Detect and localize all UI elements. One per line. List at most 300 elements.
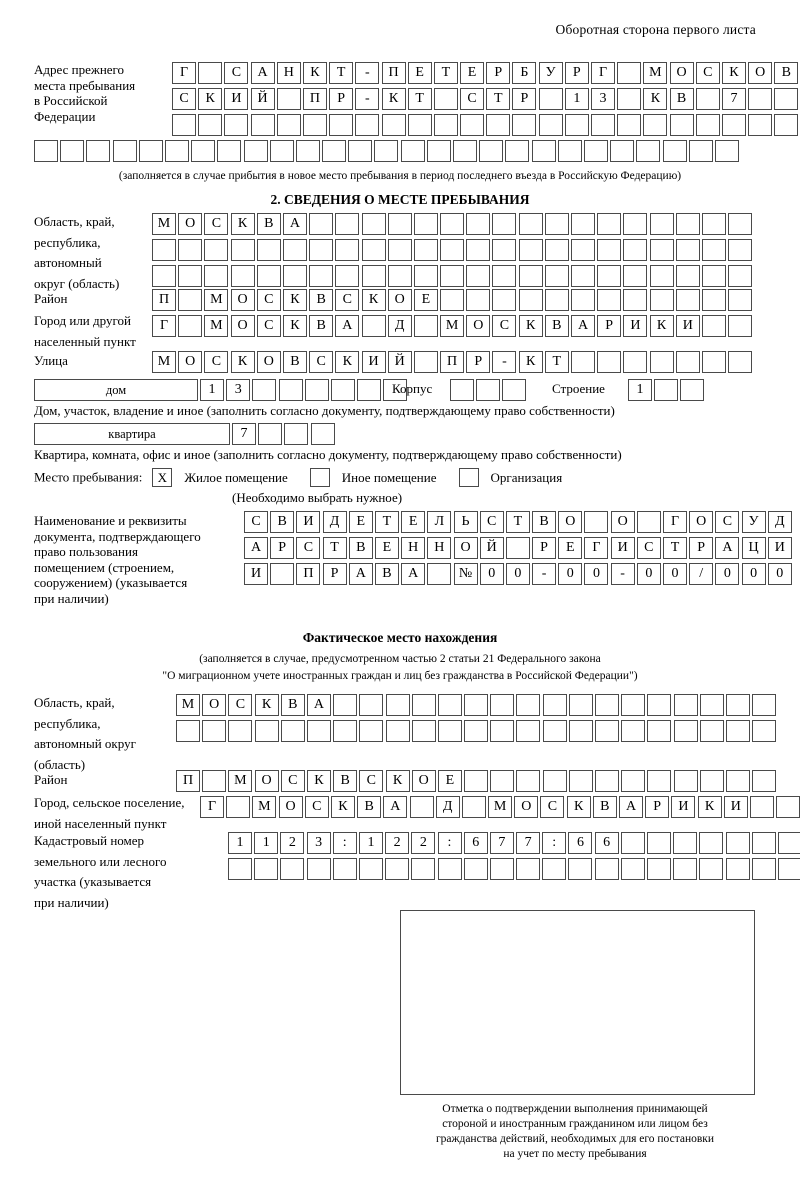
cadastral-r2-cell-18[interactable] [699, 858, 723, 880]
region-r3-cell-5[interactable] [283, 265, 307, 287]
actual-district-cell-16[interactable] [595, 770, 619, 792]
actual-district-cell-18[interactable] [647, 770, 671, 792]
region-r2-cell-12[interactable] [466, 239, 490, 261]
cadastral-r1-cell-14[interactable]: 6 [595, 832, 619, 854]
district-cell-5[interactable]: К [283, 289, 307, 311]
prev-address-r2-cell-2[interactable]: И [224, 88, 248, 110]
prev-address-r3-cell-21[interactable] [722, 114, 746, 136]
prev-address-row-4[interactable] [34, 140, 741, 162]
actual-city-cell-11[interactable]: М [488, 796, 512, 818]
actual-region-r1-cell-4[interactable]: В [281, 694, 305, 716]
city-cell-11[interactable]: М [440, 315, 464, 337]
prev-address-r1-cell-13[interactable]: Б [512, 62, 536, 84]
region-r2-cell-8[interactable] [362, 239, 386, 261]
region-r1-cell-19[interactable] [650, 213, 674, 235]
prev-address-r4-cell-24[interactable] [663, 140, 687, 162]
doc-r1-cell-11[interactable]: В [532, 511, 556, 533]
cadastral-r1-cell-3[interactable]: 3 [307, 832, 331, 854]
prev-address-r3-cell-16[interactable] [591, 114, 615, 136]
street-cell-6[interactable]: С [309, 351, 333, 373]
region-r3-cell-18[interactable] [623, 265, 647, 287]
doc-r1-cell-9[interactable]: С [480, 511, 504, 533]
actual-region-r2-cell-5[interactable] [307, 720, 331, 742]
doc-r3-cell-19[interactable]: 0 [742, 563, 766, 585]
prev-address-r2-cell-13[interactable]: Р [512, 88, 536, 110]
doc-r3-cell-3[interactable]: Р [323, 563, 347, 585]
doc-r3-cell-7[interactable] [427, 563, 451, 585]
actual-city-cell-0[interactable]: Г [200, 796, 224, 818]
street-cell-22[interactable] [728, 351, 752, 373]
doc-r1-cell-4[interactable]: Е [349, 511, 373, 533]
doc-r3-cell-20[interactable]: 0 [768, 563, 792, 585]
actual-district-cell-17[interactable] [621, 770, 645, 792]
region-r1-cell-1[interactable]: О [178, 213, 202, 235]
actual-region-r1-cell-5[interactable]: А [307, 694, 331, 716]
region-r3-cell-8[interactable] [362, 265, 386, 287]
street-cell-11[interactable]: П [440, 351, 464, 373]
doc-r2-cell-12[interactable]: Е [558, 537, 582, 559]
region-r1-cell-14[interactable] [519, 213, 543, 235]
district-cell-6[interactable]: В [309, 289, 333, 311]
stroenie-cell-2[interactable] [680, 379, 704, 401]
prev-address-r4-cell-4[interactable] [139, 140, 163, 162]
doc-r1-cell-19[interactable]: У [742, 511, 766, 533]
prev-address-r2-cell-16[interactable]: 3 [591, 88, 615, 110]
cadastral-r1-cell-0[interactable]: 1 [228, 832, 252, 854]
region-r2-cell-0[interactable] [152, 239, 176, 261]
doc-r2-cell-16[interactable]: Т [663, 537, 687, 559]
doc-r2-cell-6[interactable]: Н [401, 537, 425, 559]
district-cell-16[interactable] [571, 289, 595, 311]
prev-address-r1-cell-16[interactable]: Г [591, 62, 615, 84]
city-cell-4[interactable]: С [257, 315, 281, 337]
city-cell-1[interactable] [178, 315, 202, 337]
cadastral-r2-cell-0[interactable] [228, 858, 252, 880]
doc-r1-cell-0[interactable]: С [244, 511, 268, 533]
prev-address-r3-cell-3[interactable] [251, 114, 275, 136]
prev-address-r3-cell-12[interactable] [486, 114, 510, 136]
prev-address-r2-cell-21[interactable]: 7 [722, 88, 746, 110]
doc-r2-cell-17[interactable]: Р [689, 537, 713, 559]
actual-region-r1-cell-11[interactable] [464, 694, 488, 716]
region-r3-cell-21[interactable] [702, 265, 726, 287]
prev-address-r3-cell-7[interactable] [355, 114, 379, 136]
actual-district-cell-8[interactable]: К [386, 770, 410, 792]
actual-city-cell-22[interactable] [776, 796, 800, 818]
region-r2-cell-5[interactable] [283, 239, 307, 261]
region-r3-cell-3[interactable] [231, 265, 255, 287]
actual-region-r2-cell-22[interactable] [752, 720, 776, 742]
doc-r3-cell-16[interactable]: 0 [663, 563, 687, 585]
region-r1-cell-7[interactable] [335, 213, 359, 235]
cadastral-r1-cell-1[interactable]: 1 [254, 832, 278, 854]
doc-row-1[interactable] [244, 511, 794, 533]
cadastral-r1-cell-19[interactable] [726, 832, 750, 854]
region-r2-cell-7[interactable] [335, 239, 359, 261]
actual-region-r2-cell-8[interactable] [386, 720, 410, 742]
prev-address-r4-cell-13[interactable] [374, 140, 398, 162]
actual-region-r1-cell-0[interactable]: М [176, 694, 200, 716]
district-cell-13[interactable] [492, 289, 516, 311]
actual-region-r1-cell-1[interactable]: О [202, 694, 226, 716]
city-cell-14[interactable]: К [519, 315, 543, 337]
cadastral-r2-cell-1[interactable] [254, 858, 278, 880]
cadastral-r1-cell-7[interactable]: 2 [411, 832, 435, 854]
actual-district-cell-21[interactable] [726, 770, 750, 792]
region-r1-cell-17[interactable] [597, 213, 621, 235]
city-cell-8[interactable] [362, 315, 386, 337]
actual-region-r2-cell-2[interactable] [228, 720, 252, 742]
cadastral-r1-cell-9[interactable]: 6 [464, 832, 488, 854]
region-r1-cell-6[interactable] [309, 213, 333, 235]
doc-r2-cell-20[interactable]: И [768, 537, 792, 559]
prev-address-r3-cell-22[interactable] [748, 114, 772, 136]
district-cell-11[interactable] [440, 289, 464, 311]
region-r2-cell-1[interactable] [178, 239, 202, 261]
district-cell-17[interactable] [597, 289, 621, 311]
cadastral-row-2[interactable] [228, 858, 800, 880]
actual-region-r2-cell-14[interactable] [543, 720, 567, 742]
house-cell-3[interactable] [279, 379, 303, 401]
city-cell-7[interactable]: А [335, 315, 359, 337]
prev-address-r4-cell-10[interactable] [296, 140, 320, 162]
actual-city-cell-14[interactable]: К [567, 796, 591, 818]
region-r3-cell-13[interactable] [492, 265, 516, 287]
street-cell-1[interactable]: О [178, 351, 202, 373]
actual-region-r1-cell-20[interactable] [700, 694, 724, 716]
street-cell-17[interactable] [597, 351, 621, 373]
actual-city-cell-13[interactable]: С [540, 796, 564, 818]
doc-r1-cell-10[interactable]: Т [506, 511, 530, 533]
actual-region-r2-cell-12[interactable] [490, 720, 514, 742]
flat-cell-0[interactable]: 7 [232, 423, 256, 445]
doc-r3-cell-9[interactable]: 0 [480, 563, 504, 585]
doc-r2-cell-9[interactable]: Й [480, 537, 504, 559]
actual-region-r1-cell-9[interactable] [412, 694, 436, 716]
prev-address-row-2[interactable] [172, 88, 800, 110]
actual-region-r1-cell-6[interactable] [333, 694, 357, 716]
prev-address-r1-cell-4[interactable]: Н [277, 62, 301, 84]
prev-address-r1-cell-20[interactable]: С [696, 62, 720, 84]
region-r1-cell-22[interactable] [728, 213, 752, 235]
flat-cell-3[interactable] [311, 423, 335, 445]
doc-r2-cell-10[interactable] [506, 537, 530, 559]
actual-city-cell-6[interactable]: В [357, 796, 381, 818]
cadastral-r1-cell-16[interactable] [647, 832, 671, 854]
doc-r3-cell-6[interactable]: А [401, 563, 425, 585]
actual-city-cell-19[interactable]: К [698, 796, 722, 818]
prev-address-r4-cell-1[interactable] [60, 140, 84, 162]
actual-region-r2-cell-18[interactable] [647, 720, 671, 742]
cadastral-r1-cell-10[interactable]: 7 [490, 832, 514, 854]
actual-region-row-1[interactable] [176, 694, 778, 716]
place-type-checkbox-2[interactable] [459, 468, 479, 487]
doc-r3-cell-5[interactable]: В [375, 563, 399, 585]
prev-address-r4-cell-19[interactable] [532, 140, 556, 162]
city-cell-2[interactable]: М [204, 315, 228, 337]
district-cell-21[interactable] [702, 289, 726, 311]
actual-district-cell-22[interactable] [752, 770, 776, 792]
district-cell-9[interactable]: О [388, 289, 412, 311]
cadastral-r2-cell-17[interactable] [673, 858, 697, 880]
actual-region-r2-cell-10[interactable] [438, 720, 462, 742]
cadastral-r1-cell-5[interactable]: 1 [359, 832, 383, 854]
flat-cell-2[interactable] [284, 423, 308, 445]
cadastral-r2-cell-4[interactable] [333, 858, 357, 880]
actual-region-r2-cell-13[interactable] [516, 720, 540, 742]
doc-r2-cell-7[interactable]: Н [427, 537, 451, 559]
cadastral-r1-cell-4[interactable]: : [333, 832, 357, 854]
region-r3-cell-2[interactable] [204, 265, 228, 287]
doc-r2-cell-0[interactable]: А [244, 537, 268, 559]
prev-address-r1-cell-6[interactable]: Т [329, 62, 353, 84]
region-r2-cell-18[interactable] [623, 239, 647, 261]
cadastral-r2-cell-14[interactable] [595, 858, 619, 880]
cadastral-r1-cell-12[interactable]: : [542, 832, 566, 854]
doc-r1-cell-7[interactable]: Л [427, 511, 451, 533]
actual-district-cell-19[interactable] [674, 770, 698, 792]
region-r3-cell-12[interactable] [466, 265, 490, 287]
city-row[interactable] [152, 315, 754, 337]
doc-r3-cell-14[interactable]: - [611, 563, 635, 585]
district-cell-4[interactable]: С [257, 289, 281, 311]
doc-r3-cell-4[interactable]: А [349, 563, 373, 585]
actual-city-cell-15[interactable]: В [593, 796, 617, 818]
district-row[interactable] [152, 289, 754, 311]
cadastral-r1-cell-15[interactable] [621, 832, 645, 854]
prev-address-r1-cell-7[interactable]: - [355, 62, 379, 84]
korpus-cell-2[interactable] [502, 379, 526, 401]
house-cell-2[interactable] [252, 379, 276, 401]
doc-r2-cell-5[interactable]: Е [375, 537, 399, 559]
doc-r1-cell-13[interactable] [584, 511, 608, 533]
stroenie-cells[interactable] [628, 379, 707, 401]
prev-address-r2-cell-0[interactable]: С [172, 88, 196, 110]
doc-r2-cell-11[interactable]: Р [532, 537, 556, 559]
cadastral-r2-cell-7[interactable] [411, 858, 435, 880]
doc-r2-cell-3[interactable]: Т [323, 537, 347, 559]
actual-region-r2-cell-0[interactable] [176, 720, 200, 742]
region-r1-cell-12[interactable] [466, 213, 490, 235]
korpus-cell-1[interactable] [476, 379, 500, 401]
region-r3-cell-19[interactable] [650, 265, 674, 287]
street-cell-21[interactable] [702, 351, 726, 373]
place-type-checkbox-1[interactable] [310, 468, 330, 487]
region-r1-cell-13[interactable] [492, 213, 516, 235]
prev-address-r2-cell-20[interactable] [696, 88, 720, 110]
actual-district-cell-0[interactable]: П [176, 770, 200, 792]
prev-address-r3-cell-2[interactable] [224, 114, 248, 136]
region-r3-cell-17[interactable] [597, 265, 621, 287]
street-cell-3[interactable]: К [231, 351, 255, 373]
prev-address-r2-cell-11[interactable]: С [460, 88, 484, 110]
region-r3-cell-11[interactable] [440, 265, 464, 287]
doc-row-3[interactable] [244, 563, 794, 585]
doc-r1-cell-16[interactable]: Г [663, 511, 687, 533]
cadastral-r1-cell-6[interactable]: 2 [385, 832, 409, 854]
region-r2-cell-20[interactable] [676, 239, 700, 261]
region-r3-cell-1[interactable] [178, 265, 202, 287]
cadastral-r2-cell-9[interactable] [464, 858, 488, 880]
city-cell-18[interactable]: И [623, 315, 647, 337]
region-r2-cell-4[interactable] [257, 239, 281, 261]
prev-address-r4-cell-12[interactable] [348, 140, 372, 162]
actual-city-cell-18[interactable]: И [671, 796, 695, 818]
street-cell-4[interactable]: О [257, 351, 281, 373]
doc-r1-cell-12[interactable]: О [558, 511, 582, 533]
actual-region-r1-cell-17[interactable] [621, 694, 645, 716]
prev-address-r3-cell-15[interactable] [565, 114, 589, 136]
region-r3-cell-10[interactable] [414, 265, 438, 287]
prev-address-r4-cell-22[interactable] [610, 140, 634, 162]
actual-region-r2-cell-15[interactable] [569, 720, 593, 742]
region-r1-cell-2[interactable]: С [204, 213, 228, 235]
doc-r3-cell-1[interactable] [270, 563, 294, 585]
actual-district-cell-1[interactable] [202, 770, 226, 792]
prev-address-r4-cell-21[interactable] [584, 140, 608, 162]
prev-address-r3-cell-18[interactable] [643, 114, 667, 136]
prev-address-r3-cell-8[interactable] [382, 114, 406, 136]
region-r2-cell-13[interactable] [492, 239, 516, 261]
district-cell-14[interactable] [519, 289, 543, 311]
prev-address-r3-cell-1[interactable] [198, 114, 222, 136]
doc-r3-cell-18[interactable]: 0 [715, 563, 739, 585]
prev-address-r2-cell-3[interactable]: Й [251, 88, 275, 110]
region-r3-cell-16[interactable] [571, 265, 595, 287]
prev-address-r3-cell-5[interactable] [303, 114, 327, 136]
street-cell-0[interactable]: М [152, 351, 176, 373]
prev-address-r3-cell-20[interactable] [696, 114, 720, 136]
prev-address-r2-cell-8[interactable]: К [382, 88, 406, 110]
prev-address-r4-cell-2[interactable] [86, 140, 110, 162]
prev-address-r1-cell-19[interactable]: О [670, 62, 694, 84]
prev-address-r4-cell-14[interactable] [401, 140, 425, 162]
region-r2-cell-2[interactable] [204, 239, 228, 261]
prev-address-row-3[interactable] [172, 114, 800, 136]
actual-region-r2-cell-20[interactable] [700, 720, 724, 742]
region-r1-cell-4[interactable]: В [257, 213, 281, 235]
actual-district-cell-10[interactable]: Е [438, 770, 462, 792]
prev-address-r1-cell-21[interactable]: К [722, 62, 746, 84]
city-cell-22[interactable] [728, 315, 752, 337]
prev-address-r1-cell-2[interactable]: С [224, 62, 248, 84]
region-r3-cell-6[interactable] [309, 265, 333, 287]
house-cell-1[interactable]: 3 [226, 379, 250, 401]
cadastral-r2-cell-12[interactable] [542, 858, 566, 880]
flat-cell-1[interactable] [258, 423, 282, 445]
doc-r1-cell-14[interactable]: О [611, 511, 635, 533]
actual-region-r2-cell-19[interactable] [674, 720, 698, 742]
region-r1-cell-3[interactable]: К [231, 213, 255, 235]
actual-city-cell-2[interactable]: М [252, 796, 276, 818]
prev-address-r2-cell-19[interactable]: В [670, 88, 694, 110]
cadastral-r2-cell-11[interactable] [516, 858, 540, 880]
prev-address-r1-cell-5[interactable]: К [303, 62, 327, 84]
cadastral-r2-cell-15[interactable] [621, 858, 645, 880]
actual-city-cell-5[interactable]: К [331, 796, 355, 818]
actual-region-r2-cell-9[interactable] [412, 720, 436, 742]
street-row[interactable] [152, 351, 754, 373]
actual-region-r2-cell-17[interactable] [621, 720, 645, 742]
district-cell-15[interactable] [545, 289, 569, 311]
doc-r3-cell-17[interactable]: / [689, 563, 713, 585]
prev-address-r3-cell-10[interactable] [434, 114, 458, 136]
stroenie-cell-1[interactable] [654, 379, 678, 401]
doc-r1-cell-8[interactable]: Ь [454, 511, 478, 533]
prev-address-r4-cell-0[interactable] [34, 140, 58, 162]
prev-address-r2-cell-1[interactable]: К [198, 88, 222, 110]
actual-city-cell-8[interactable] [410, 796, 434, 818]
prev-address-r4-cell-16[interactable] [453, 140, 477, 162]
prev-address-r4-cell-3[interactable] [113, 140, 137, 162]
prev-address-r4-cell-11[interactable] [322, 140, 346, 162]
region-r2-cell-11[interactable] [440, 239, 464, 261]
region-r1-cell-0[interactable]: М [152, 213, 176, 235]
prev-address-r2-cell-4[interactable] [277, 88, 301, 110]
region-r3-cell-22[interactable] [728, 265, 752, 287]
cadastral-r2-cell-21[interactable] [778, 858, 800, 880]
region-row-3[interactable] [152, 265, 754, 287]
actual-district-cell-15[interactable] [569, 770, 593, 792]
actual-city-cell-16[interactable]: А [619, 796, 643, 818]
doc-r3-cell-13[interactable]: 0 [584, 563, 608, 585]
region-r2-cell-9[interactable] [388, 239, 412, 261]
street-cell-20[interactable] [676, 351, 700, 373]
city-cell-9[interactable]: Д [388, 315, 412, 337]
cadastral-r1-cell-18[interactable] [699, 832, 723, 854]
cadastral-r2-cell-3[interactable] [307, 858, 331, 880]
doc-r3-cell-8[interactable]: № [454, 563, 478, 585]
house-cell-5[interactable] [331, 379, 355, 401]
region-r3-cell-20[interactable] [676, 265, 700, 287]
region-r1-cell-8[interactable] [362, 213, 386, 235]
district-cell-10[interactable]: Е [414, 289, 438, 311]
actual-city-cell-21[interactable] [750, 796, 774, 818]
region-r1-cell-9[interactable] [388, 213, 412, 235]
cadastral-r2-cell-10[interactable] [490, 858, 514, 880]
doc-r3-cell-0[interactable]: И [244, 563, 268, 585]
prev-address-r3-cell-11[interactable] [460, 114, 484, 136]
actual-district-cell-13[interactable] [516, 770, 540, 792]
region-r1-cell-20[interactable] [676, 213, 700, 235]
korpus-cells[interactable] [450, 379, 529, 401]
doc-r1-cell-1[interactable]: В [270, 511, 294, 533]
prev-address-r4-cell-25[interactable] [689, 140, 713, 162]
region-row-1[interactable] [152, 213, 754, 235]
doc-r2-cell-19[interactable]: Ц [742, 537, 766, 559]
district-cell-12[interactable] [466, 289, 490, 311]
city-cell-21[interactable] [702, 315, 726, 337]
actual-district-cell-9[interactable]: О [412, 770, 436, 792]
actual-region-r2-cell-1[interactable] [202, 720, 226, 742]
prev-address-r4-cell-17[interactable] [479, 140, 503, 162]
district-cell-3[interactable]: О [231, 289, 255, 311]
street-cell-15[interactable]: Т [545, 351, 569, 373]
stamp-box[interactable] [400, 910, 755, 1095]
doc-r1-cell-2[interactable]: И [296, 511, 320, 533]
actual-region-r1-cell-7[interactable] [359, 694, 383, 716]
actual-region-r1-cell-21[interactable] [726, 694, 750, 716]
prev-address-r1-cell-9[interactable]: Е [408, 62, 432, 84]
city-cell-3[interactable]: О [231, 315, 255, 337]
cadastral-r2-cell-13[interactable] [568, 858, 592, 880]
cadastral-r1-cell-13[interactable]: 6 [568, 832, 592, 854]
prev-address-r4-cell-5[interactable] [165, 140, 189, 162]
region-r1-cell-11[interactable] [440, 213, 464, 235]
doc-r1-cell-6[interactable]: Е [401, 511, 425, 533]
region-r1-cell-15[interactable] [545, 213, 569, 235]
region-r2-cell-16[interactable] [571, 239, 595, 261]
